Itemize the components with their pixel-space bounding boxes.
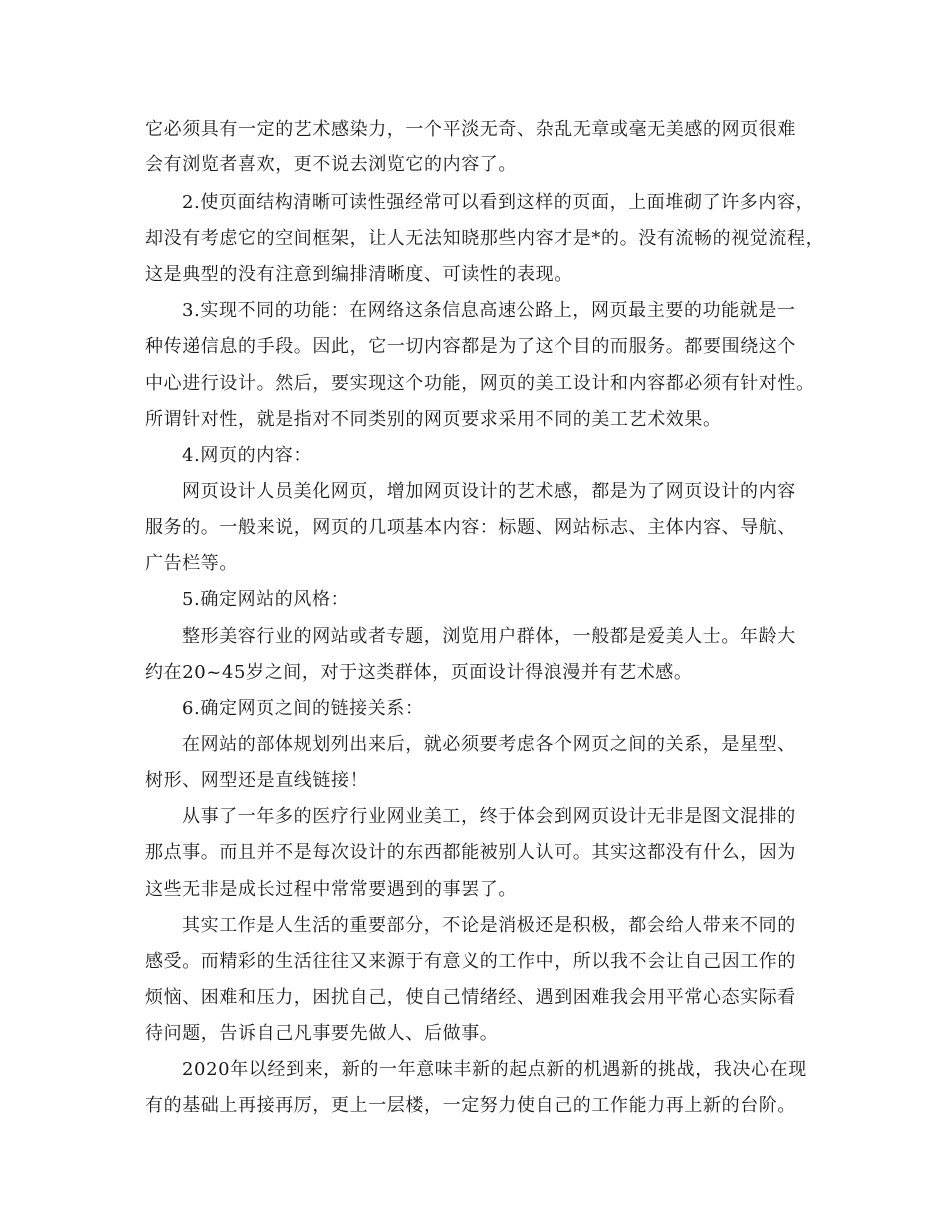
text-line: 4.网页的内容： <box>182 445 312 466</box>
text-line: 从事了一年多的医疗行业网业美工，终于体会到网页设计无非是图文混排的 <box>182 806 796 827</box>
text-line: 中心进行设计。然后，要实现这个功能，网页的美工设计和内容都必须有针对性。 <box>145 373 815 394</box>
text-line: 烦恼、困难和压力，困扰自己，使自己情绪经、遇到困难我会用平常心态实际看 <box>145 987 796 1008</box>
text-line: 种传递信息的手段。因此，它一切内容都是为了这个目的而服务。都要围绕这个 <box>145 336 796 357</box>
text-line: 2020年以经到来，新的一年意味丰新的起点新的机遇新的挑战，我决心在现 <box>182 1059 807 1080</box>
text-line: 这些无非是成长过程中常常要遇到的事罢了。 <box>145 879 517 900</box>
text-line: 在网站的部体规划列出来后，就必须要考虑各个网页之间的关系，是星型、 <box>182 734 796 755</box>
text-line: 3.实现不同的功能：在网络这条信息高速公路上，网页最主要的功能就是一 <box>182 300 796 321</box>
text-line: 6.确定网页之间的链接关系： <box>182 698 424 719</box>
text-line: 服务的。一般来说，网页的几项基本内容：标题、网站标志、主体内容、导航、 <box>145 517 796 538</box>
text-line: 待问题，告诉自己凡事要先做人、后做事。 <box>145 1023 499 1044</box>
text-line: 约在20~45岁之间，对于这类群体，页面设计得浪漫并有艺术感。 <box>145 662 693 683</box>
text-line: 所谓针对性，就是指对不同类别的网页要求采用不同的美工艺术效果。 <box>145 409 722 430</box>
text-line: 会有浏览者喜欢，更不说去浏览它的内容了。 <box>145 154 517 175</box>
text-line: 广告栏等。 <box>145 553 238 574</box>
text-line: 它必须具有一定的艺术感染力，一个平淡无奇、杂乱无章或毫无美感的网页很难 <box>145 119 796 140</box>
text-line: 2.使页面结构清晰可读性强经常可以看到这样的页面，上面堆砌了许多内容， <box>182 192 815 213</box>
text-line: 树形、网型还是直线链接！ <box>145 770 369 791</box>
text-line: 感受。而精彩的生活往往又来源于有意义的工作中，所以我不会让自己因工作的 <box>145 951 796 972</box>
text-line: 其实工作是人生活的重要部分，不论是消极还是积极，都会给人带来不同的 <box>182 915 796 936</box>
text-line: 那点事。而且并不是每次设计的东西都能被别人认可。其实这都没有什么，因为 <box>145 842 796 863</box>
text-line: 网页设计人员美化网页，增加网页设计的艺术感，都是为了网页设计的内容 <box>182 481 796 502</box>
text-line: 有的基础上再接再厉，更上一层楼，一定努力使自己的工作能力再上新的台阶。 <box>145 1095 796 1116</box>
text-line: 整形美容行业的网站或者专题，浏览用户群体，一般都是爱美人士。年龄大 <box>182 626 796 647</box>
text-line: 这是典型的没有注意到编排清晰度、可读性的表现。 <box>145 264 573 285</box>
text-line: 却没有考虑它的空间框架，让人无法知晓那些内容才是*的。没有流畅的视觉流程， <box>145 228 825 249</box>
text-line: 5.确定网站的风格： <box>182 589 350 610</box>
